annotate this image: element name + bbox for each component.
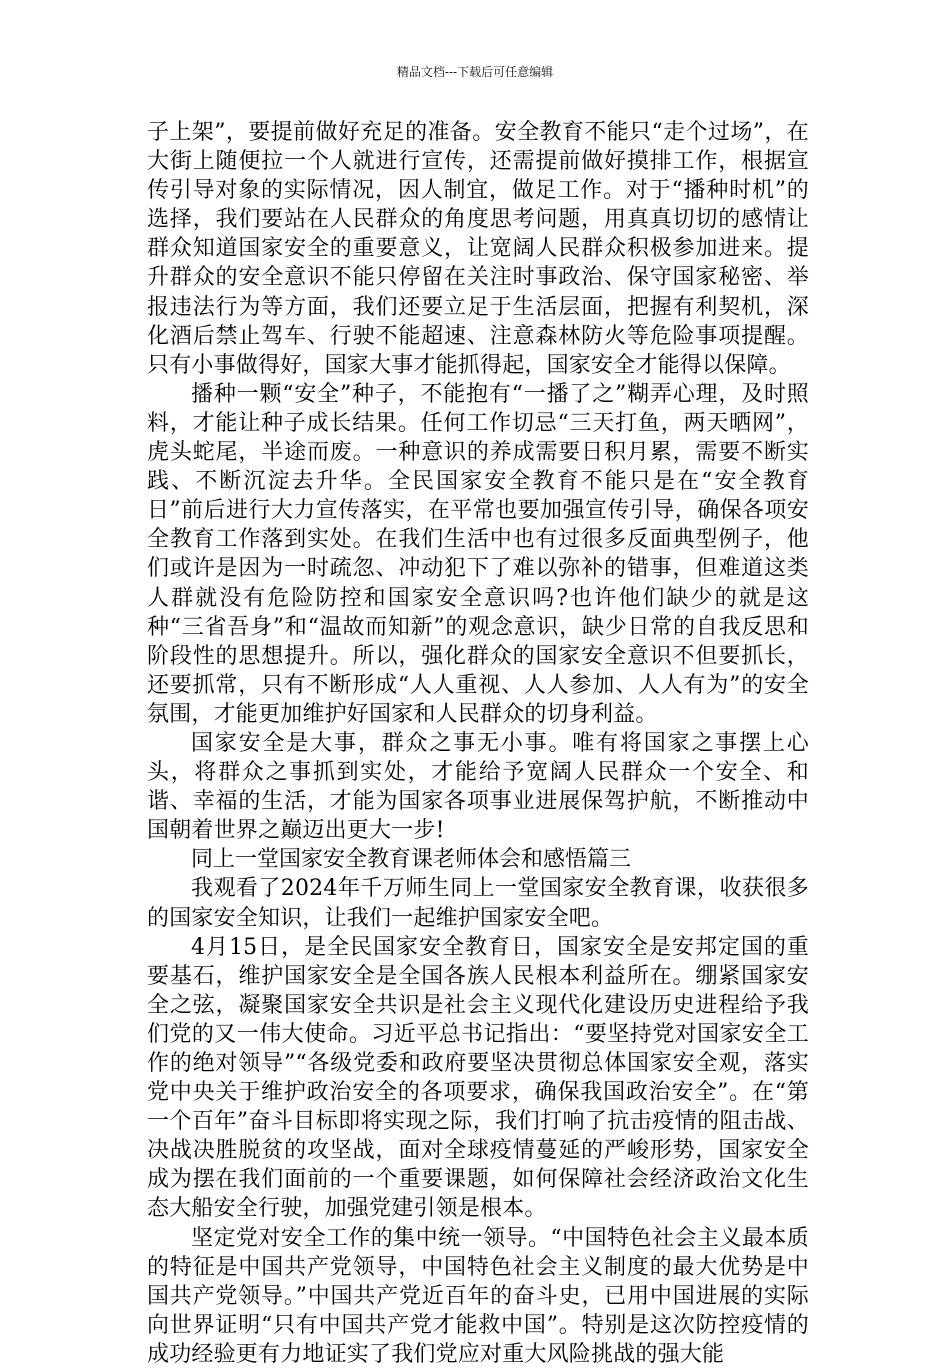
paragraph-1: 子上架”，要提前做好充足的准备。安全教育不能只“走个过场”，在大街上随便拉一个人就进行宣传，还需提前做好摸排工作，根据宣传引导对象的实际情况，因人制宜，做足工作。对于“播种时机”的选择，我们要站在人民群众的角度思考问题，用真真切切的感情让群众知道国家安全的重要意义，让宽阔人民群众积极参加进来。提升群众的安全意识不能只停留在关注时事政治、保守国家秘密、举报违法行为等方面，我们还要立足于生活层面，把握有利契机，深化酒后禁止驾车、行驶不能超速、注意森林防火等危险事项提醒。只有小事做得好，国家大事才能抓得起，国家安全才能得以保障。	[147, 120, 809, 378]
paragraph-2: 播种一颗“安全”种子，不能抱有“一播了之”糊弄心理，及时照料，才能让种子成长结果。任何工作切忌“三天打鱼，两天晒网”，虎头蛇尾，半途而废。一种意识的养成需要日积月累，需要不断实践、不断沉淀去升华。全民国家安全教育不能只是在“安全教育日”前后进行大力宣传落实，在平常也要加强宣传引导，确保各项安全教育工作落到实处。在我们生活中也有过很多反面典型例子，他们或许是因为一时疏忽、冲动犯下了难以弥补的错事，但难道这类人群就没有危险防控和国家安全意识吗?也许他们缺少的就是这种“三省吾身”和“温故而知新”的观念意识，缺少日常的自我反思和阶段性的思想提升。所以，强化群众的国家安全意识不但要抓长，还要抓常，只有不断形成“人人重视、人人参加、人人有为”的安全氛围，才能更加维护好国家和人民群众的切身利益。	[147, 381, 809, 727]
document-body	[147, 118, 809, 1369]
page-header: 精品文档---下载后可任意编辑	[396, 65, 554, 79]
paragraph-5: 4月15日，是全民国家安全教育日，国家安全是安邦定国的重要基石，维护国家安全是全国各族人民根本利益所在。绷紧国家安全之弦，凝聚国家安全共识是社会主义现代化建设历史进程给予我们党的又一伟大使命。习近平总书记指出：“要坚持党对国家安全工作的绝对领导”“各级党委和政府要坚决贯彻总体国家安全观，落实党中央关于维护政治安全的各项要求，确保我国政治安全”。在“第一个百年”奋斗目标即将实现之际，我们打响了抗击疫情的阻击战、决战决胜脱贫的攻坚战，面对全球疫情蔓延的严峻形势，国家安全成为摆在我们面前的一个重要课题，如何保障社会经济政治文化生态大船安全行驶，加强党建引领是根本。	[147, 934, 809, 1222]
paragraph-3: 国家安全是大事，群众之事无小事。唯有将国家之事摆上心头，将群众之事抓到实处，才能给予宽阔人民群众一个安全、和谐、幸福的生活，才能为国家各项事业进展保驾护航，不断推动中国朝着世界之巅迈出更大一步!	[147, 730, 809, 844]
paragraph-6: 坚定党对安全工作的集中统一领导。“中国特色社会主义最本质的特征是中国共产党领导，中国特色社会主义制度的最大优势是中国共产党领导。”中国共产党近百年的奋斗史，已用中国进展的实际向世界证明“只有中国共产党才能救中国”。特别是这次防控疫情的成功经验更有力地证实了我们党应对重大风险挑战的强大能	[147, 1225, 809, 1367]
section-heading: 同上一堂国家安全教育课老师体会和感悟篇三	[191, 847, 632, 873]
paragraph-4: 我观看了2024年千万师生同上一堂国家安全教育课，收获很多的国家安全知识，让我们一起维护国家安全吧。	[147, 876, 809, 931]
